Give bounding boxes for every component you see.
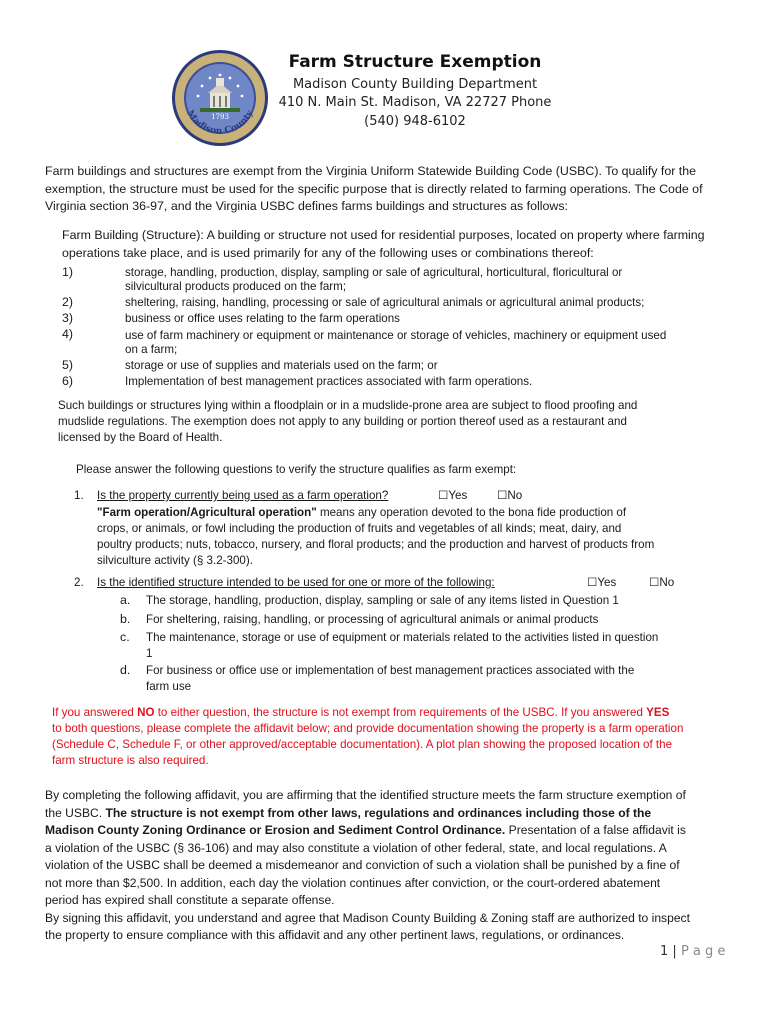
- department-phone: (540) 948-6102: [364, 114, 466, 129]
- svg-text:1793: 1793: [211, 113, 229, 121]
- question-2-yes-checkbox[interactable]: ☐Yes: [587, 576, 617, 589]
- department-address: 410 N. Main St. Madison, VA 22727 Phone: [278, 95, 552, 110]
- use-number: 3): [62, 311, 74, 325]
- use-number: 4): [62, 327, 74, 341]
- use-number: 5): [62, 358, 74, 372]
- farm-building-definition: Farm Building (Structure): A building or structure not used for residential purposes, located on property where farming operations take place, and is used primarily for any of the following uses or combinations thereof:: [62, 228, 705, 260]
- use-text: business or office uses relating to the farm operations: [125, 312, 400, 325]
- use-number: 6): [62, 374, 74, 388]
- svg-text:Madison County: Madison County: [184, 108, 256, 137]
- question-2-no-checkbox[interactable]: ☐No: [649, 576, 675, 589]
- page-label: P a g e: [680, 944, 726, 959]
- questions-intro: Please answer the following questions to verify the structure qualifies as farm exempt:: [76, 463, 517, 476]
- use-text: storage, handling, production, display, sampling or sale of agricultural, horticultural, floricultural or silvicultural products produced on the farm;: [125, 266, 623, 293]
- option-text: For sheltering, raising, handling, or processing of agricultural animals or animal products: [146, 613, 599, 626]
- form-title: Farm Structure Exemption: [288, 52, 542, 72]
- option-text: The storage, handling, production, display, sampling or sale of any items listed in Question 1: [146, 594, 619, 607]
- option-letter: c.: [120, 630, 130, 644]
- intro-paragraph: Farm buildings and structures are exempt from the Virginia Uniform Statewide Building Code (USBC). To qualify for the exemption, the structure must be used for the specific purpose that is directly related to farming operations. The Code of Virginia section 36-97, and the Virginia USBC defines farms buildings and structures as follows:: [45, 164, 703, 213]
- use-text: sheltering, raising, handling, processing or sale of agricultural animals or agricultural animal products;: [125, 296, 645, 309]
- option-letter: d.: [120, 663, 131, 677]
- use-number: 2): [62, 295, 74, 309]
- option-letter: a.: [120, 593, 131, 607]
- question-2-number: 2.: [74, 576, 84, 589]
- use-text: storage or use of supplies and materials used on the farm; or: [125, 359, 438, 372]
- farm-operation-definition: "Farm operation/Agricultural operation" means any operation devoted to the bona fide production of crops, or animals, or fowl including the production of fruits and vegetables of all kinds; meat, dairy, and poultry products; nuts, tobacco, nursery, and floral products; and the production and harvest of products from silviculture activity (§ 3.2-300).: [97, 506, 655, 567]
- question-2-text: Is the identified structure intended to be used for one or more of the following:: [97, 576, 495, 589]
- option-text: For business or office use or implementation of best management practices associated with the farm use: [146, 664, 635, 693]
- use-text: use of farm machinery or equipment or maintenance or storage of vehicles, machinery or equipment used on a farm;: [125, 329, 667, 356]
- department-name: Madison County Building Department: [292, 77, 538, 92]
- use-number: 1): [62, 265, 74, 279]
- option-text: The maintenance, storage or use of equipment or materials related to the activities listed in question 1: [146, 631, 659, 660]
- question-1-yes-checkbox[interactable]: ☐Yes: [438, 489, 468, 502]
- question-1-no-checkbox[interactable]: ☐No: [497, 489, 523, 502]
- page-footer: [660, 944, 725, 959]
- use-text: Implementation of best management practices associated with farm operations.: [125, 375, 533, 388]
- option-letter: b.: [120, 612, 131, 626]
- affidavit-paragraph: By completing the following affidavit, you are affirming that the identified structure meets the farm structure exemption of the USBC. The structure is not exempt from other laws, regulations and ordinances including those of the Madison County Zoning Ordinance or Erosion and Sediment Control Ordinance. Presentation of a false affidavit is a violation of the USBC (§ 36-106) and may also constitute a violation of other federal, state, and local regulations. A violation of the USBC shall be deemed a misdemeanor and conviction of such a violation shall be punished by a fine of not more than $2,500. In addition, each day the violation continues after conviction, or the court-ordered abatement period has expired shall constitute a separate offense. By signing this affidavit, you understand and agree that Madison County Building & Zoning staff are authorized to inspect the property to ensure compliance with this affidavit and any other pertinent laws, regulations, or ordinances.: [45, 788, 690, 942]
- page-number: 1: [660, 944, 669, 959]
- floodplain-paragraph: Such buildings or structures lying within a floodplain or in a mudslide-prone area are subject to flood proofing and mudslide regulations. The exemption does not apply to any building or portion thereof used as a restaurant and licensed by the Board of Health.: [58, 399, 638, 444]
- question-1-text: Is the property currently being used as a farm operation?: [97, 489, 389, 502]
- exemption-warning: If you answered NO to either question, the structure is not exempt from requirements of the USBC. If you answered YES to both questions, please complete the affidavit below; and provide documentation showing the property is a farm operation (Schedule C, Schedule F, or other approved/acceptable documentation). A plot plan showing the proposed location of the farm structure is also required.: [52, 706, 684, 767]
- question-1-number: 1.: [74, 489, 84, 502]
- page-separator: |: [672, 944, 677, 959]
- madison-county-seal: [170, 48, 270, 148]
